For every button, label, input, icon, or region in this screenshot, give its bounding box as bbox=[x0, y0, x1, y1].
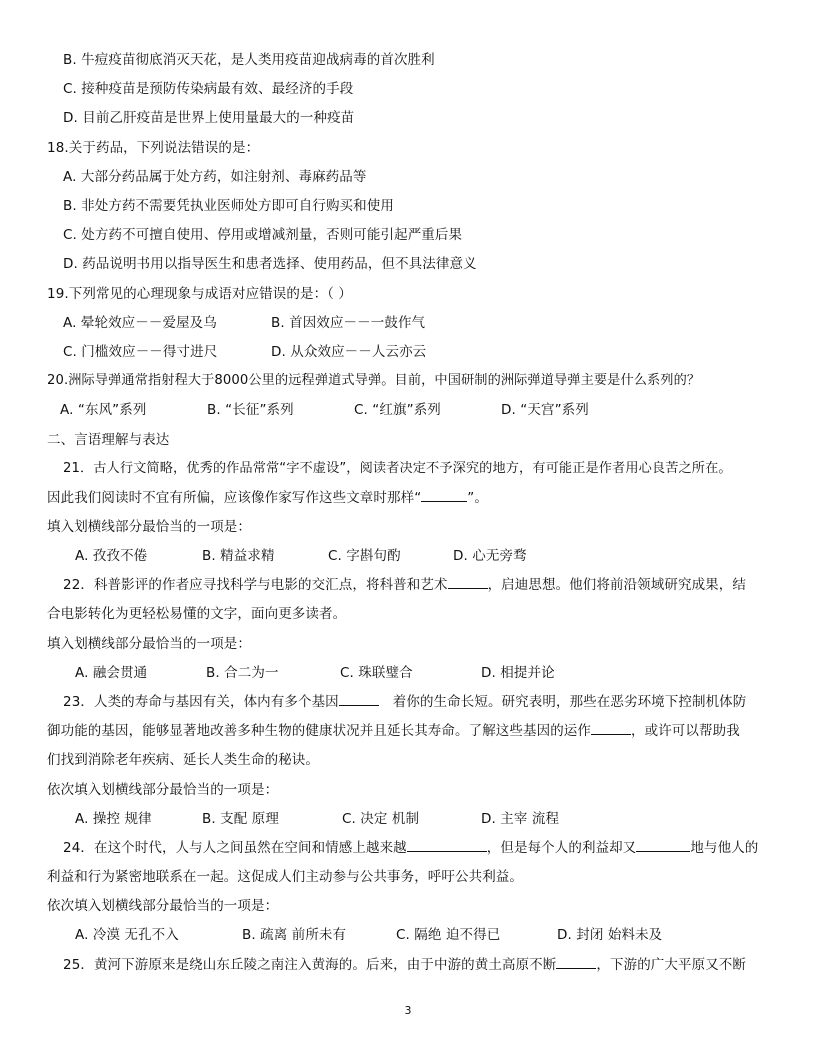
q24-option-b: B. 疏离 前所未有 bbox=[242, 927, 347, 943]
q21-option-c: C. 字斟句酌 bbox=[328, 548, 401, 564]
q23-instruction: 依次填入划横线部分最恰当的一项是： bbox=[47, 782, 279, 798]
q23-option-d: D. 主宰 流程 bbox=[481, 811, 560, 827]
q17-option-d: D. 目前乙肝疫苗是世界上使用量最大的一种疫苗 bbox=[63, 110, 355, 126]
fill-blank bbox=[591, 721, 631, 735]
q24-instruction: 依次填入划横线部分最恰当的一项是： bbox=[47, 898, 279, 914]
fill-blank bbox=[339, 692, 379, 706]
fill-blank bbox=[421, 488, 467, 502]
question-21-stem: 21．古人行文简略，优秀的作品常常“字不虚设”，阅读者决定不予深究的地方，有可能正是作者用心良苦之所在。 bbox=[63, 461, 732, 476]
q19-option-d: D. 从众效应－－人云亦云 bbox=[271, 344, 427, 360]
question-23-stem-end: 们找到消除老年疾病、延长人类生命的秘诀。 bbox=[47, 752, 319, 768]
q24-text-b: ，但是每个人的利益却又 bbox=[486, 840, 637, 856]
q19-options-row-1 bbox=[63, 313, 763, 333]
q20-option-c: C. “红旗”系列 bbox=[354, 402, 441, 418]
q22-text-a: 22．科普影评的作者应寻找科学与电影的交汇点，将科普和艺术 bbox=[63, 577, 448, 593]
q23-text-c: 御功能的基因，能够显著地改善多种生物的健康状况并且延长其寿命。了解这些基因的运作 bbox=[47, 723, 591, 739]
question-19-stem: 19.下列常见的心理现象与成语对应错误的是：（ ） bbox=[47, 286, 353, 302]
q24-option-d: D. 封闭 始料未及 bbox=[557, 927, 663, 943]
question-20-stem: 20.洲际导弹通常指射程大于8000公里的远程弹道式导弹。目前，中国研制的洲际弹道导弹主要是什么系列的？ bbox=[47, 373, 701, 388]
q22-option-b: B. 合二为一 bbox=[206, 665, 279, 681]
q21-option-b: B. 精益求精 bbox=[202, 548, 275, 564]
q23-text-d: ，或许可以帮助我 bbox=[631, 723, 740, 739]
fill-blank bbox=[636, 838, 690, 852]
question-24-stem bbox=[63, 838, 758, 858]
q17-option-c: C. 接种疫苗是预防传染病最有效、最经济的手段 bbox=[63, 81, 354, 97]
q20-options bbox=[60, 400, 760, 420]
q21-instruction: 填入划横线部分最恰当的一项是： bbox=[47, 519, 251, 535]
q21-text-b: ”。 bbox=[467, 490, 488, 506]
q22-option-a: A. 融会贯通 bbox=[75, 665, 148, 681]
q21-option-d: D. 心无旁骛 bbox=[453, 548, 527, 564]
q24-option-c: C. 隔绝 迫不得已 bbox=[396, 927, 501, 943]
q24-text-c: 地与他人的 bbox=[690, 840, 759, 856]
q25-text-a: 25．黄河下游原来是绕山东丘陵之南注入黄海的。后来，由于中游的黄土高原不断 bbox=[63, 957, 557, 973]
q19-option-b: B. 首因效应－－一鼓作气 bbox=[271, 315, 426, 331]
question-18-stem: 18.关于药品，下列说法错误的是： bbox=[47, 140, 260, 156]
q22-instruction: 填入划横线部分最恰当的一项是： bbox=[47, 636, 251, 652]
q22-option-c: C. 珠联璧合 bbox=[340, 665, 413, 681]
q18-option-c: C. 处方药不可擅自使用、停用或增减剂量，否则可能引起严重后果 bbox=[63, 227, 463, 243]
q25-text-b: ，下游的广大平原又不断 bbox=[596, 957, 746, 973]
q17-option-b: B. 牛痘疫苗彻底消灭天花，是人类用疫苗迎战病毒的首次胜利 bbox=[63, 52, 435, 68]
q21-option-a: A. 孜孜不倦 bbox=[75, 548, 148, 564]
question-22-stem-cont: 合电影转化为更轻松易懂的文字，面向更多读者。 bbox=[47, 606, 347, 622]
q19-option-a: A. 晕轮效应－－爱屋及乌 bbox=[63, 315, 217, 331]
fill-blank bbox=[448, 575, 488, 589]
q20-option-b: B. “长征”系列 bbox=[207, 402, 294, 418]
question-24-stem-cont: 利益和行为紧密地联系在一起。这促成人们主动参与公共事务，呼吁公共利益。 bbox=[47, 869, 523, 885]
q24-text-a: 24．在这个时代，人与人之间虽然在空间和情感上越来越 bbox=[63, 840, 407, 856]
q23-text-a: 23．人类的寿命与基因有关，体内有多个基因 bbox=[63, 694, 339, 710]
q18-option-d: D. 药品说明书用以指导医生和患者选择、使用药品，但不具法律意义 bbox=[63, 256, 477, 272]
question-22-stem bbox=[63, 575, 746, 595]
q19-options-row-2 bbox=[63, 342, 763, 362]
page-number: 3 bbox=[404, 1004, 412, 1017]
q19-option-c: C. 门槛效应－－得寸进尺 bbox=[63, 344, 218, 360]
q20-option-d: D. “天宫”系列 bbox=[501, 402, 589, 418]
q24-options bbox=[75, 925, 775, 945]
q21-options bbox=[75, 546, 775, 566]
fill-blank bbox=[556, 955, 596, 969]
question-23-stem-cont bbox=[47, 721, 740, 741]
section-heading: 二、言语理解与表达 bbox=[47, 432, 170, 448]
q18-option-a: A. 大部分药品属于处方药，如注射剂、毒麻药品等 bbox=[63, 169, 367, 185]
q23-option-b: B. 支配 原理 bbox=[202, 811, 279, 827]
q23-text-b: 着你的生命长短。研究表明，那些在恶劣环境下控制机体防 bbox=[392, 694, 747, 710]
question-21-stem-cont bbox=[47, 488, 488, 508]
q20-option-a: A. “东风”系列 bbox=[60, 402, 147, 418]
q23-option-c: C. 决定 机制 bbox=[342, 811, 420, 827]
q22-options bbox=[75, 663, 775, 683]
q21-text-a: 因此我们阅读时不宜有所偏，应该像作家写作这些文章时那样“ bbox=[47, 490, 422, 506]
q22-option-d: D. 相提并论 bbox=[481, 665, 555, 681]
q23-option-a: A. 操控 规律 bbox=[75, 811, 152, 827]
question-23-stem bbox=[63, 692, 746, 712]
q23-options bbox=[75, 809, 775, 829]
q24-option-a: A. 冷漠 无孔不入 bbox=[75, 927, 179, 943]
question-25-stem bbox=[63, 955, 746, 975]
fill-blank bbox=[407, 838, 487, 852]
q22-text-b: ，启迪思想。他们将前沿领域研究成果，结 bbox=[487, 577, 746, 593]
q18-option-b: B. 非处方药不需要凭执业医师处方即可自行购买和使用 bbox=[63, 198, 394, 214]
